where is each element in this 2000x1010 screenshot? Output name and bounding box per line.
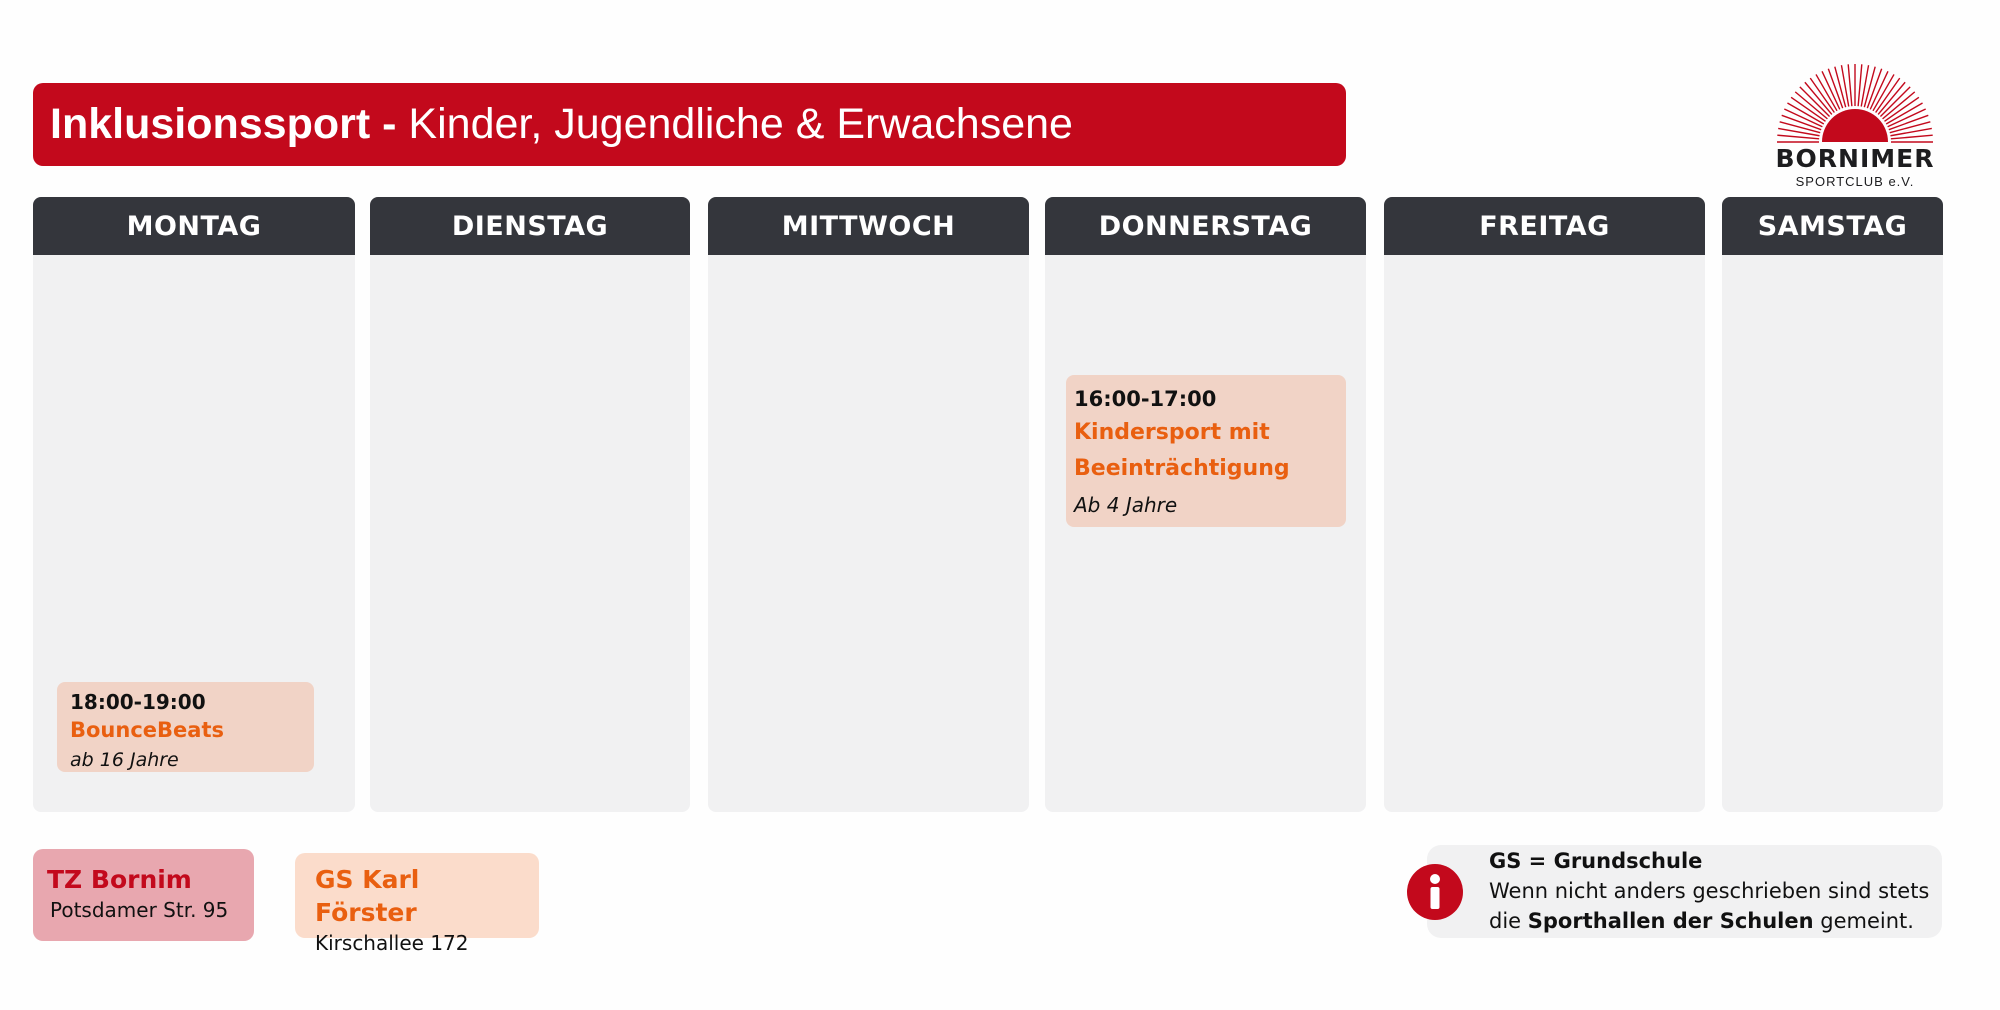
location-address: Kirschallee 172 xyxy=(315,931,469,955)
event-name-line1: Kindersport mit xyxy=(1074,420,1270,445)
logo-subtitle: SPORTCLUB e.V. xyxy=(1795,174,1915,189)
day-column-thursday xyxy=(1045,255,1366,812)
location-name: GS Karl Förster xyxy=(315,865,420,927)
info-line-3 xyxy=(1489,906,1939,936)
day-header-friday: FREITAG xyxy=(1384,197,1705,255)
info-icon xyxy=(1407,864,1463,920)
info-line-3-pre: die xyxy=(1489,909,1528,933)
info-abbreviation: GS = Grundschule xyxy=(1489,849,1703,873)
day-header-tuesday: DIENSTAG xyxy=(370,197,690,255)
event-name: BounceBeats xyxy=(70,718,224,742)
day-header-monday: MONTAG xyxy=(33,197,355,255)
info-text xyxy=(1489,846,1939,936)
info-line-3-bold: Sporthallen der Schulen xyxy=(1527,909,1814,933)
location-name: TZ Bornim xyxy=(47,865,192,894)
info-line-3-post: gemeint. xyxy=(1813,909,1914,933)
page-title-subtitle: Kinder, Jugendliche & Erwachsene xyxy=(408,100,1073,148)
page-title-banner xyxy=(33,83,1346,166)
club-logo xyxy=(1770,58,1940,198)
location-gs-karl-foerster xyxy=(295,853,539,955)
day-header-saturday: SAMSTAG xyxy=(1722,197,1943,255)
day-header-wednesday: MITTWOCH xyxy=(708,197,1029,255)
logo-name: BORNIMER xyxy=(1775,144,1935,173)
day-column-saturday xyxy=(1722,255,1943,812)
event-card-bouncebeats[interactable] xyxy=(57,682,314,772)
sunburst-icon xyxy=(1770,58,1940,148)
location-tz-bornim xyxy=(33,849,254,941)
event-age: Ab 4 Jahre xyxy=(1074,493,1178,517)
day-column-friday xyxy=(1384,255,1705,812)
day-column-wednesday xyxy=(708,255,1029,812)
event-age: ab 16 Jahre xyxy=(70,749,179,771)
page-title-bold: Inklusionssport - xyxy=(50,100,397,148)
event-time: 16:00-17:00 xyxy=(1074,387,1217,411)
day-header-thursday: DONNERSTAG xyxy=(1045,197,1366,255)
info-line-2: Wenn nicht anders geschrieben sind stets xyxy=(1489,879,1930,903)
event-card-kindersport[interactable] xyxy=(1066,375,1346,527)
event-time: 18:00-19:00 xyxy=(70,690,206,714)
location-address: Potsdamer Str. 95 xyxy=(50,898,229,922)
event-name-line2: Beeinträchtigung xyxy=(1074,456,1290,481)
day-column-tuesday xyxy=(370,255,690,812)
